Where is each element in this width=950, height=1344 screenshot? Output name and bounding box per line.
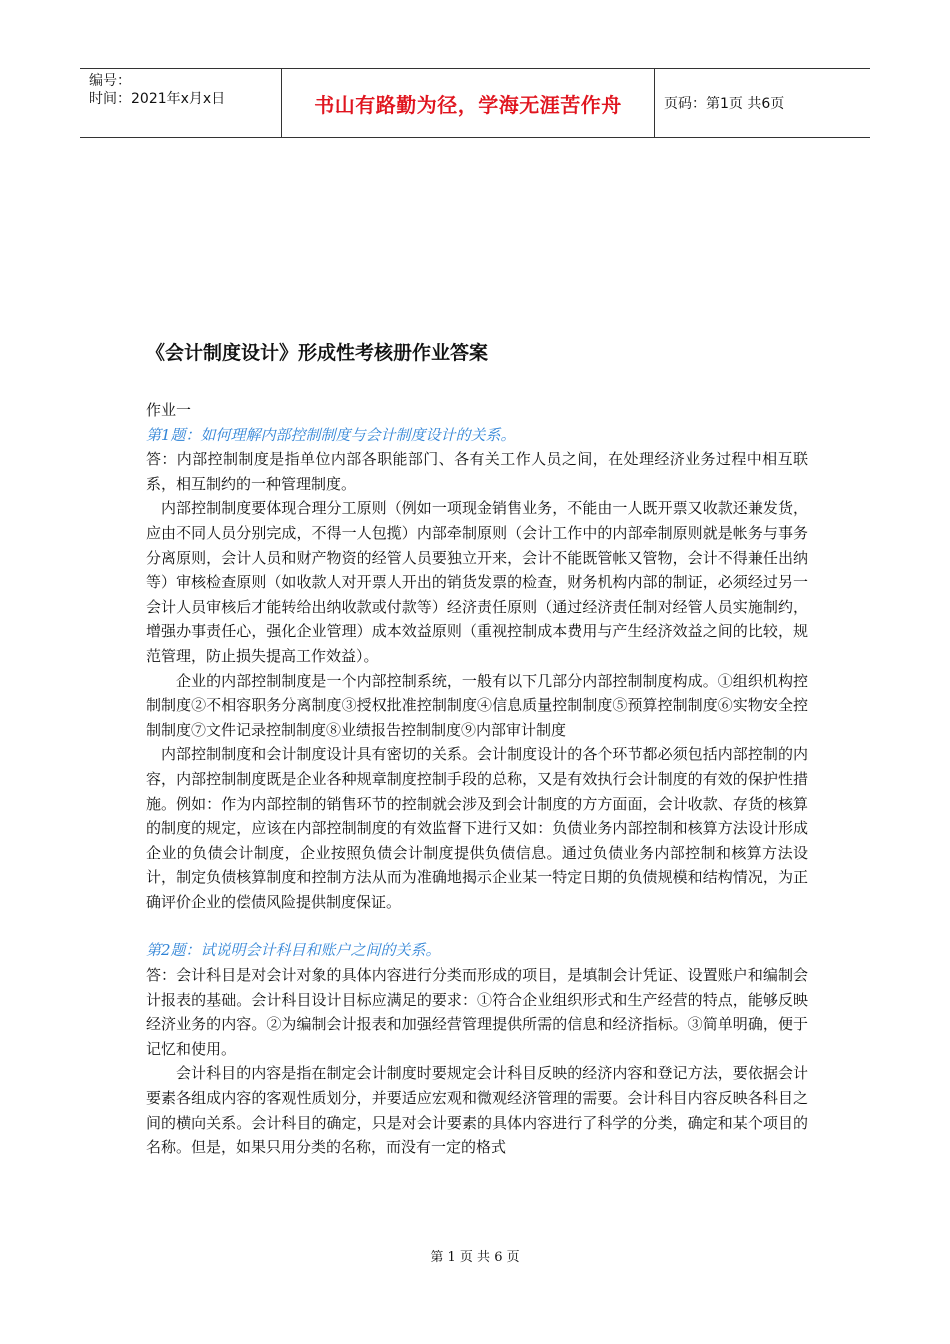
header-page-info: 页码：第1页 共6页 [664, 96, 785, 112]
page-header [80, 68, 870, 138]
header-meta-cell [80, 69, 282, 137]
answer-1-paragraph-2: 内部控制制度要体现合理分工原则（例如一项现金销售业务，不能由一人既开票又收款还兼发货，应由不同人员分别完成，不得一人包揽）内部牵制原则（会计工作中的内部牵制原则就是帐务与事务分离原则，会计人员和财产物资的经管人员要独立开来，会计不能既管帐又管物，会计不得兼任出纳等）审核检查原则（如收款人对开票人开出的销货发票的检查，财务机构内部的制证，必须经过另一会计人员审核后才能转给出纳收款或付款等）经济责任原则（通过经济责任制对经管人员实施制约，增强办事责任心，强化企业管理）成本效益原则（重视控制成本费用与产生经济效益之间的比较，规范管理，防止损失提高工作效益）。 [146, 499, 808, 665]
document-body [146, 398, 808, 1160]
document-date: 时间：2021年x月x日 [89, 91, 226, 107]
answer-2-paragraph-2: 会计科目的内容是指在制定会计制度时要规定会计科目反映的经济内容和登记方法，要依据会计要素各组成内容的客观性质划分，并要适应宏观和微观经济管理的需要。会计科目内容反映各科目之间的横向关系。会计科目的确定，只是对会计要素的具体内容进行了科学的分类，确定和某个项目的名称。但是，如果只用分类的名称，而没有一定的格式 [146, 1064, 808, 1157]
header-motto: 书山有路勤为径，学海无涯苦作舟 [282, 69, 655, 137]
answer-1-paragraph-3: 企业的内部控制制度是一个内部控制系统，一般有以下几部分内部控制制度构成。①组织机构控制制度②不相容职务分离制度③授权批准控制制度④信息质量控制制度⑤预算控制制度⑥实物安全控制制度⑦文件记录控制制度⑧业绩报告控制制度⑨内部审计制度 [146, 671, 808, 739]
section-heading: 作业一 [146, 401, 192, 419]
answer-1-paragraph-1: 答：内部控制制度是指单位内部各职能部门、各有关工作人员之间，在处理经济业务过程中相互联系，相互制约的一种管理制度。 [146, 450, 808, 493]
document-title: 《会计制度设计》形成性考核册作业答案 [146, 342, 489, 364]
question-1: 第1题：如何理解内部控制制度与会计制度设计的关系。 [146, 425, 516, 444]
question-2: 第2题：试说明会计科目和账户之间的关系。 [146, 941, 441, 960]
answer-2-paragraph-1: 答：会计科目是对会计对象的具体内容进行分类而形成的项目，是填制会计凭证、设置账户和编制会计报表的基础。会计科目设计目标应满足的要求：①符合企业组织形式和生产经营的特点，能够反映经济业务的内容。②为编制会计报表和加强经营管理提供所需的信息和经济指标。③简单明确，便于记忆和使用。 [146, 966, 808, 1058]
page-footer: 第 1 页 共 6 页 [430, 1250, 520, 1265]
spacer [146, 914, 808, 938]
document-number-label: 编号： [89, 73, 131, 89]
answer-1-paragraph-4: 内部控制制度和会计制度设计具有密切的关系。会计制度设计的各个环节都必须包括内部控制的内容，内部控制制度既是企业各种规章制度控制手段的总称，又是有效执行会计制度的有效的保护性措施。例如：作为内部控制的销售环节的控制就会涉及到会计制度的方方面面，会计收款、存货的核算的制度的规定，应该在内部控制制度的有效监督下进行又如：负债业务内部控制和核算方法设计形成企业的负债会计制度，企业按照负债会计制度提供负债信息。通过负债业务内部控制和核算方法设计，制定负债核算制度和控制方法从而为准确地揭示企业某一特定日期的负债规模和结构情况，为正确评价企业的偿债风险提供制度保证。 [146, 745, 808, 911]
